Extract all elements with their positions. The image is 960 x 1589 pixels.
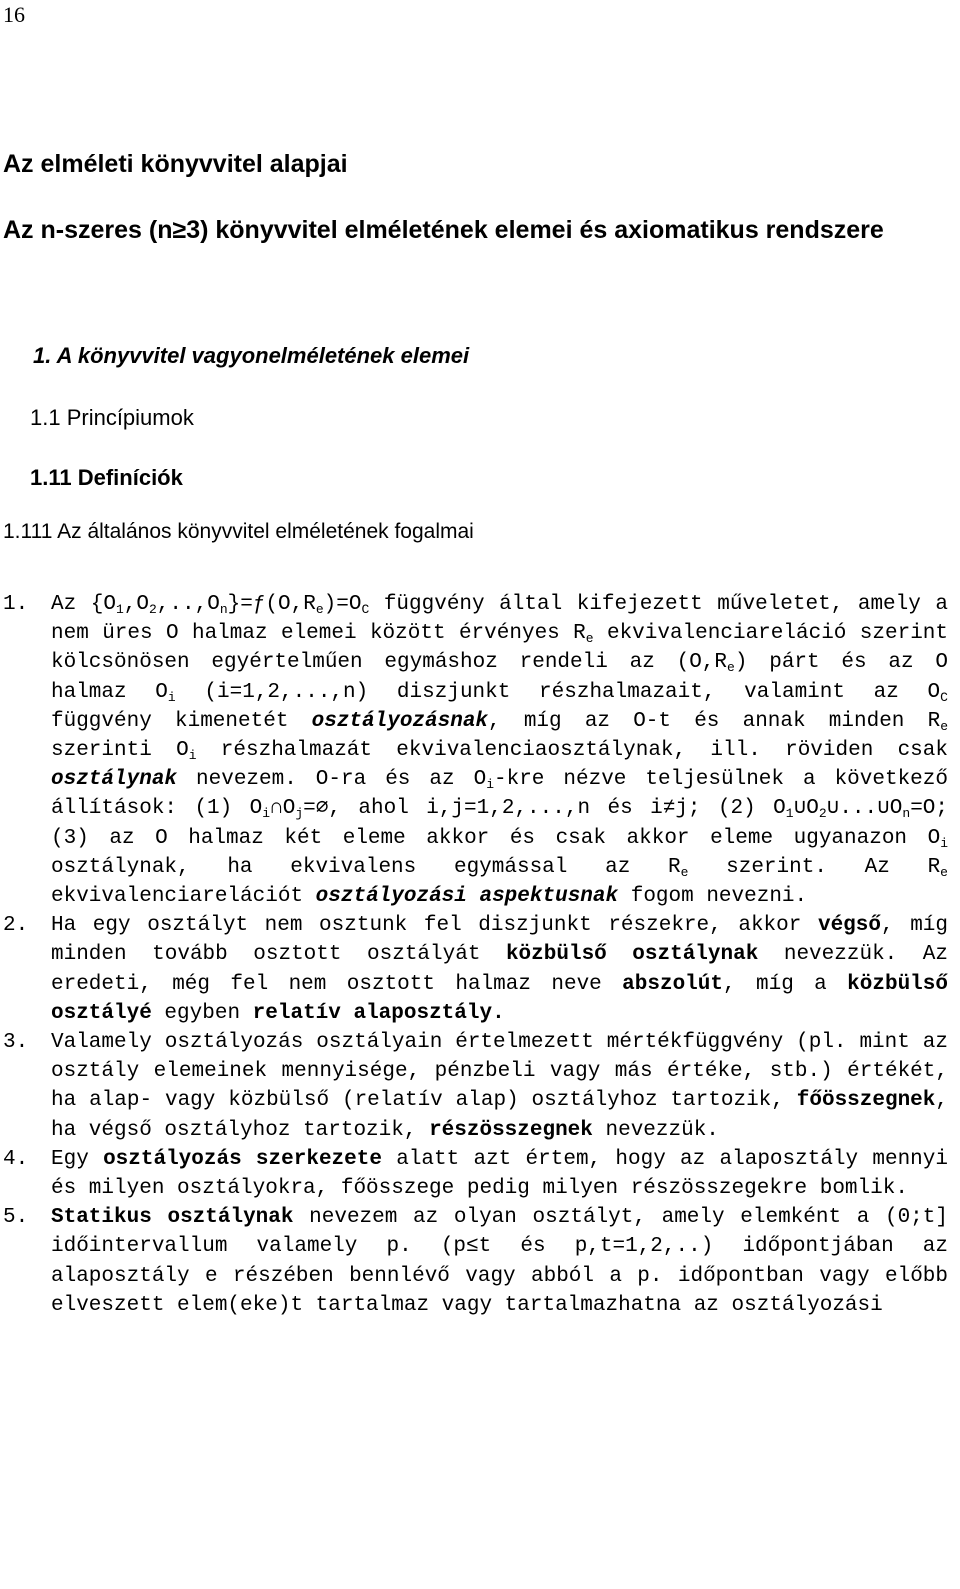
item-number: 4. <box>3 1147 29 1171</box>
emphasized-term: végső <box>817 914 881 938</box>
text-run: egyben <box>151 1001 253 1025</box>
subscript: 2 <box>818 806 827 822</box>
subscript: C <box>940 689 948 705</box>
subscript: i <box>167 689 176 705</box>
text-run: ekvivalenciareláció szerint kölcsönösen egyértelműen egymáshoz rendeli az (O,R <box>51 622 948 675</box>
text-run: ∩O <box>270 797 296 821</box>
subscript: j <box>295 806 304 822</box>
text-run: szerinti O <box>51 739 189 763</box>
text-run: nevezzük. Az eredeti, még fel nem osztott halmaz neve <box>51 943 948 996</box>
definition-item <box>3 590 948 911</box>
text-run: =O; (3) az O halmaz két eleme akkor és csak akkor eleme ugyanazon O <box>51 797 948 850</box>
subscript: 2 <box>148 602 157 617</box>
text-run: ) párt és az O halmaz O <box>51 651 948 704</box>
item-text <box>51 1145 948 1203</box>
emphasized-term: osztályozásnak <box>311 709 489 733</box>
subsubsection-heading: 1.11 Definíciók <box>30 465 183 490</box>
definition-list <box>3 590 948 1320</box>
main-heading: Az elméleti könyvvitel alapjai <box>3 150 348 178</box>
subscript: e <box>940 864 948 880</box>
text-run: ,O <box>123 593 149 616</box>
subscript: i <box>486 777 494 793</box>
text-run: , míg minden tovább osztott osztályát <box>51 914 948 967</box>
text-run: részhalmazát ekvivalenciaosztálynak, ill. röviden csak <box>196 739 948 763</box>
emphasized-term: osztályozási aspektusnak <box>315 885 619 909</box>
subscript: i <box>940 835 948 851</box>
emphasized-term: közbülső osztálynak <box>505 943 759 967</box>
text-run: -kre nézve teljesülnek a következő állítások: (1) O <box>51 768 948 821</box>
definition-item <box>3 911 948 1028</box>
text-run: nevezem. O-ra és az O <box>177 768 487 792</box>
subscript: 1 <box>115 602 124 617</box>
definition-item <box>3 1203 948 1320</box>
subscript: 1 <box>785 806 794 822</box>
emphasized-term: főösszegnek <box>796 1089 936 1113</box>
subscript: e <box>585 631 594 647</box>
item-number: 2. <box>3 914 29 938</box>
emphasized-term: relatív alaposztály. <box>252 1001 505 1025</box>
item-number: 5. <box>3 1206 29 1230</box>
text-run: )=O <box>323 593 362 616</box>
subscript: e <box>940 718 948 734</box>
text-run: , ha végső osztályhoz tartozik, <box>51 1089 948 1142</box>
text-run: , míg a <box>723 972 848 996</box>
subscript: i <box>262 806 271 822</box>
text-run: alatt azt értem, hogy az alaposztály mennyi és milyen osztályokra, főösszege pedig milyen részösszegekre bomlik. <box>51 1147 948 1201</box>
text-run: ,..,O <box>156 593 220 616</box>
emphasized-term: közbülső osztályé <box>51 972 948 1025</box>
text-run: }=ƒ(O,R <box>227 593 316 616</box>
subtitle-heading: Az n-szeres (n≥3) könyvvitel elméletének elemei és axiomatikus rendszere <box>3 216 884 244</box>
text-run: ∪O <box>793 797 819 821</box>
emphasized-term: osztálynak <box>51 768 178 792</box>
subscript: e <box>727 660 735 676</box>
text-run: =∅, ahol i,j=1,2,...,n és i≠j; (2) O <box>303 797 786 821</box>
text-run: függvény által kifejezett műveletet, amely a nem üres O halmaz elemei között érvényes R <box>51 593 948 646</box>
emphasized-term: Statikus osztálynak <box>51 1206 294 1230</box>
text-run: nevezzük. <box>592 1118 719 1142</box>
subscript: e <box>315 602 324 617</box>
item-text <box>51 1203 948 1320</box>
item-text <box>51 911 948 1028</box>
text-run: osztálynak, ha ekvivalens egymással az R <box>51 855 681 879</box>
text-run: szerint. Az R <box>688 855 941 879</box>
definition-item <box>3 1145 948 1203</box>
subsection-heading: 1.1 Princípiumok <box>30 405 194 430</box>
item-text <box>51 590 948 911</box>
text-run: ekvivalenciarelációt <box>51 885 316 909</box>
text-run: ∪...∪O <box>826 797 903 821</box>
section-heading: 1. A könyvvitel vagyonelméletének elemei <box>33 343 470 368</box>
text-run: nevezem az olyan osztályt, amely elemként a (0;t] időintervallum valamely p. (p≤t és p,t=1,2,..) időpontjában az alaposztály e részében bennlévő vagy abból a p. időpontban vagy előbb elveszett elem(eke)t tartalmaz vagy tartalmazhatna az osztályozási <box>51 1206 948 1317</box>
emphasized-term: részösszegnek <box>429 1118 593 1142</box>
topic-heading: 1.111 Az általános könyvvitel elméletének fogalmai <box>3 520 474 543</box>
item-number: 1. <box>3 593 29 616</box>
item-number: 3. <box>3 1031 29 1055</box>
text-run: , míg az O-t és annak minden R <box>488 709 941 733</box>
subscript: n <box>219 602 228 617</box>
text-run: fogom nevezni. <box>618 885 808 909</box>
emphasized-term: osztályozás szerkezete <box>103 1147 382 1171</box>
text-run: Egy <box>51 1147 104 1171</box>
text-run: Valamely osztályozás osztályain értelmezett mértékfüggvény (pl. mint az osztály elemeinek mennyisége, pénzbeli vagy más értéke, stb.) értékét, ha alap- vagy közbülső (relatív alap) osztályhoz tartozik, <box>51 1031 948 1113</box>
definition-item <box>3 1028 948 1145</box>
subscript: C <box>361 602 370 617</box>
page-number: 16 <box>3 2 25 27</box>
text-run: függvény kimenetét <box>51 709 312 733</box>
item-text <box>51 1028 948 1145</box>
subscript: e <box>680 864 689 880</box>
text-run: Az {O <box>51 593 116 616</box>
text-run: (i=1,2,...,n) diszjunkt részhalmazait, valamint az O <box>175 680 941 704</box>
text-run: Ha egy osztályt nem osztunk fel diszjunkt részekre, akkor <box>51 914 818 938</box>
subscript: i <box>188 748 197 764</box>
emphasized-term: abszolút <box>622 972 723 996</box>
subscript: n <box>902 806 911 822</box>
